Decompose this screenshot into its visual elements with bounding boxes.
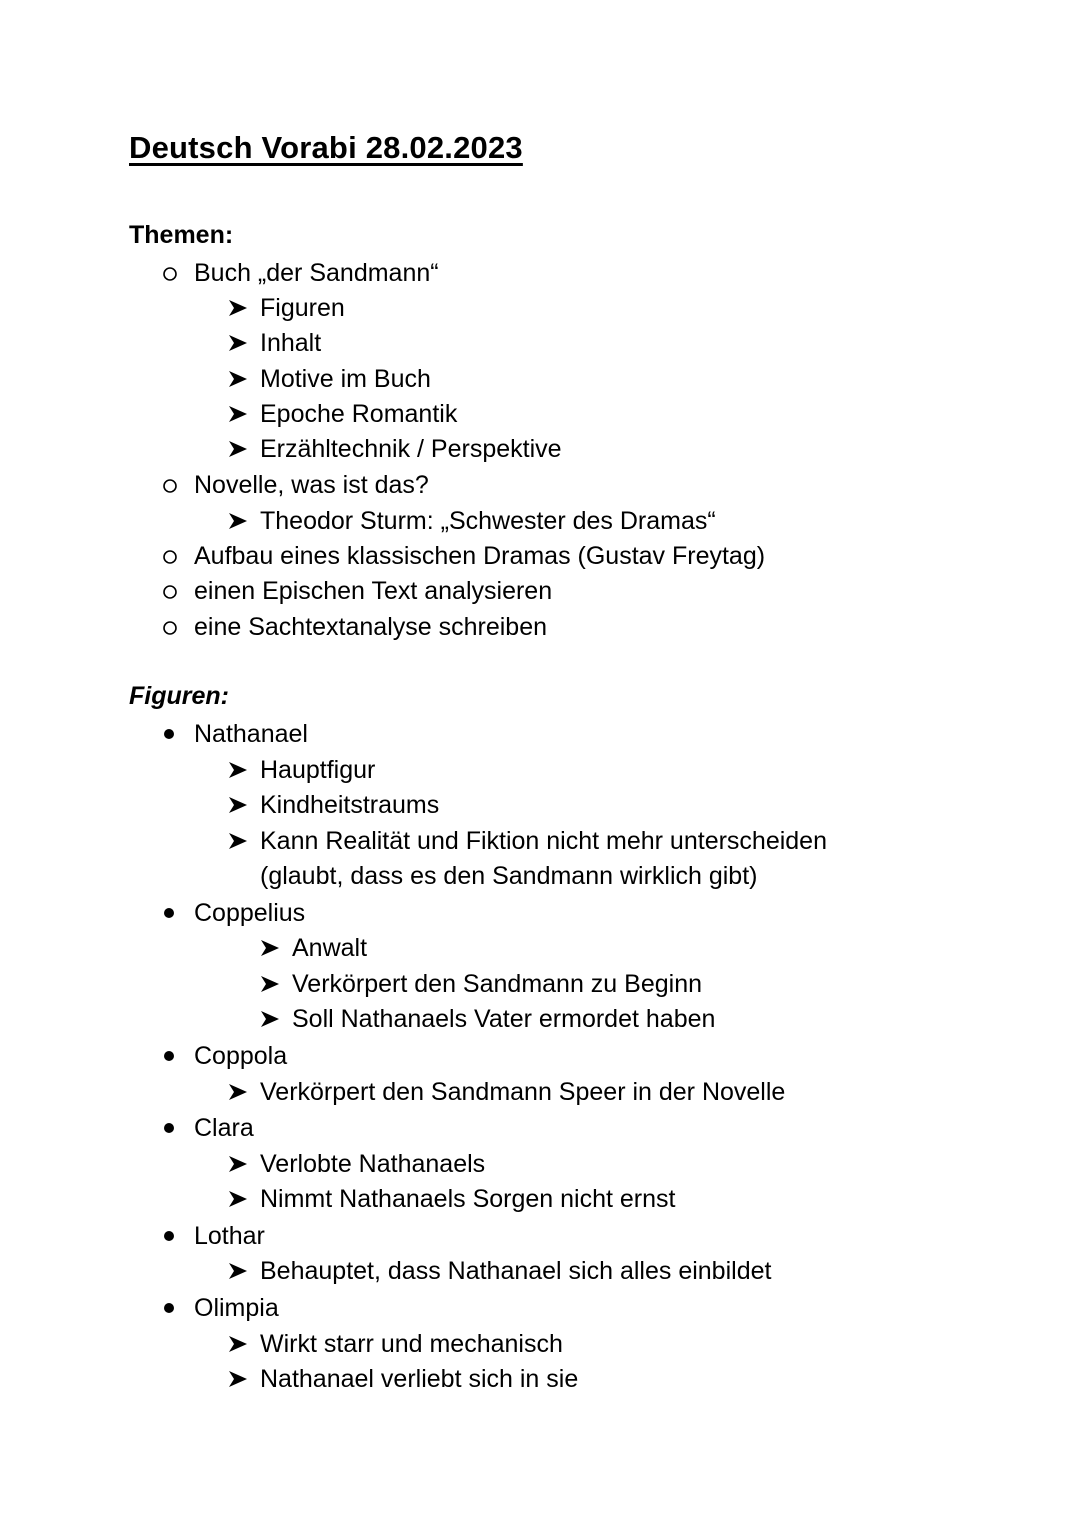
hollow-circle-bullet-icon bbox=[162, 468, 186, 502]
arrowhead-bullet-icon bbox=[228, 504, 252, 538]
arrowhead-bullet-icon bbox=[260, 967, 284, 1001]
list-item-text: Buch „der Sandmann“ bbox=[194, 259, 439, 287]
section-heading-figuren: Figuren: bbox=[129, 682, 229, 710]
filled-bullet-icon bbox=[162, 1111, 186, 1145]
filled-bullet-icon bbox=[162, 896, 186, 930]
sub-list-item-text: Wirkt starr und mechanisch bbox=[260, 1330, 563, 1358]
sub-list-item-text: Epoche Romantik bbox=[260, 400, 458, 428]
arrowhead-bullet-icon bbox=[228, 291, 252, 325]
filled-bullet-icon bbox=[162, 1291, 186, 1325]
arrowhead-bullet-icon bbox=[228, 788, 252, 822]
sub-list-item-text: Soll Nathanaels Vater ermordet haben bbox=[292, 1005, 716, 1033]
hollow-circle-bullet-icon bbox=[162, 574, 186, 608]
sub-list-item-text: Verkörpert den Sandmann zu Beginn bbox=[292, 970, 702, 998]
list-item-text: einen Epischen Text analysieren bbox=[194, 577, 553, 605]
sub-list-item-text: Inhalt bbox=[260, 329, 322, 357]
sub-list-item-text: Anwalt bbox=[292, 934, 368, 962]
arrowhead-bullet-icon bbox=[260, 931, 284, 965]
arrowhead-bullet-icon bbox=[228, 432, 252, 466]
list-item-text: Aufbau eines klassischen Dramas (Gustav Freytag) bbox=[194, 542, 766, 570]
section-heading-themen: Themen: bbox=[129, 221, 234, 249]
list-item-text: Coppelius bbox=[194, 899, 306, 927]
list-item-text: Coppola bbox=[194, 1042, 288, 1070]
list-item-text: Olimpia bbox=[194, 1294, 279, 1322]
arrowhead-bullet-icon bbox=[228, 1182, 252, 1216]
arrowhead-bullet-icon bbox=[260, 1002, 284, 1036]
sub-list-item-text: Hauptfigur bbox=[260, 756, 376, 784]
arrowhead-bullet-icon bbox=[228, 362, 252, 396]
arrowhead-bullet-icon bbox=[228, 1362, 252, 1396]
list-item-text: Novelle, was ist das? bbox=[194, 471, 429, 499]
sub-list-item-text: Motive im Buch bbox=[260, 365, 431, 393]
filled-bullet-icon bbox=[162, 1219, 186, 1253]
sub-list-item-text: Behauptet, dass Nathanael sich alles einbildet bbox=[260, 1257, 772, 1285]
list-item-text: Lothar bbox=[194, 1222, 265, 1250]
arrowhead-bullet-icon bbox=[228, 1147, 252, 1181]
arrowhead-bullet-icon bbox=[228, 1254, 252, 1288]
sub-list-item-text: Figuren bbox=[260, 294, 345, 322]
sub-list-item-continuation: (glaubt, dass es den Sandmann wirklich gibt) bbox=[260, 862, 758, 890]
arrowhead-bullet-icon bbox=[228, 326, 252, 360]
sub-list-item-text: Erzähltechnik / Perspektive bbox=[260, 435, 562, 463]
hollow-circle-bullet-icon bbox=[162, 539, 186, 573]
filled-bullet-icon bbox=[162, 717, 186, 751]
arrowhead-bullet-icon bbox=[228, 1075, 252, 1109]
sub-list-item-text: Theodor Sturm: „Schwester des Dramas“ bbox=[260, 507, 716, 535]
list-item-text: Nathanael bbox=[194, 720, 308, 748]
arrowhead-bullet-icon bbox=[228, 397, 252, 431]
arrowhead-bullet-icon bbox=[228, 1327, 252, 1361]
filled-bullet-icon bbox=[162, 1039, 186, 1073]
hollow-circle-bullet-icon bbox=[162, 610, 186, 644]
sub-list-item-text: Nathanael verliebt sich in sie bbox=[260, 1365, 579, 1393]
arrowhead-bullet-icon bbox=[228, 824, 252, 858]
arrowhead-bullet-icon bbox=[228, 753, 252, 787]
document-title: Deutsch Vorabi 28.02.2023 bbox=[129, 130, 523, 165]
list-item-text: Clara bbox=[194, 1114, 254, 1142]
sub-list-item-text: Verkörpert den Sandmann Speer in der Novelle bbox=[260, 1078, 786, 1106]
hollow-circle-bullet-icon bbox=[162, 256, 186, 290]
list-item-text: eine Sachtextanalyse schreiben bbox=[194, 613, 548, 641]
sub-list-item-text: Nimmt Nathanaels Sorgen nicht ernst bbox=[260, 1185, 676, 1213]
sub-list-item-text: Verlobte Nathanaels bbox=[260, 1150, 486, 1178]
sub-list-item-text: Kann Realität und Fiktion nicht mehr unterscheiden bbox=[260, 827, 827, 855]
sub-list-item-text: Kindheitstraums bbox=[260, 791, 440, 819]
